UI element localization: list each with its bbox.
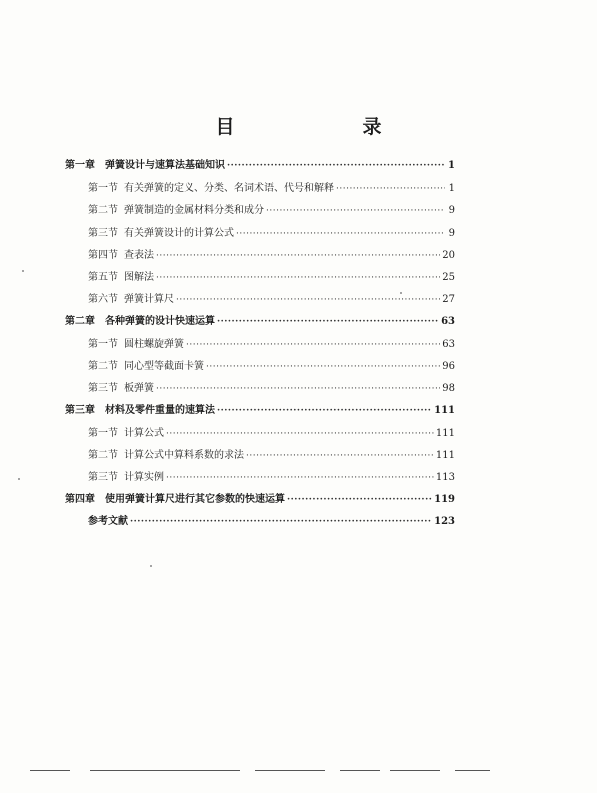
- entry-number: 第四章: [65, 494, 95, 505]
- entry-number: 第三章: [65, 405, 95, 416]
- entry-page: 111: [435, 428, 455, 439]
- toc-entry: [88, 379, 455, 393]
- dot-leader: [236, 229, 445, 239]
- entry-number: 第三节: [88, 472, 118, 483]
- entry-page: 63: [442, 339, 455, 350]
- toc-entry: [65, 490, 455, 504]
- scan-artifact: [340, 770, 380, 771]
- entry-title: 各种弹簧的设计快速运算: [105, 316, 215, 327]
- entry-number: 第二节: [88, 450, 118, 461]
- entry-number: 第四节: [88, 250, 118, 261]
- toc-entry: [88, 179, 455, 193]
- entry-title: 使用弹簧计算尺进行其它参数的快速运算: [105, 494, 285, 505]
- entry-number: 第三节: [88, 383, 118, 394]
- entry-number: 第二章: [65, 316, 95, 327]
- entry-title: 参考文献: [88, 516, 128, 527]
- toc-entry: [88, 468, 455, 482]
- entry-title: 弹簧计算尺: [124, 294, 174, 305]
- entry-page: 63: [441, 316, 455, 327]
- entry-page: 113: [435, 472, 455, 483]
- page-title: 目 录: [215, 116, 412, 138]
- toc-entry: [65, 401, 455, 415]
- toc-entry: [88, 201, 455, 215]
- toc-entry: [88, 446, 455, 460]
- dot-leader: [166, 473, 434, 483]
- toc-entry-references: [88, 512, 455, 526]
- entry-number: 第五节: [88, 272, 118, 283]
- entry-title: 计算实例: [124, 472, 164, 483]
- dot-leader: [287, 495, 432, 505]
- entry-title: 同心型等截面卡簧: [124, 361, 204, 372]
- dot-leader: [246, 451, 434, 461]
- entry-number: 第一节: [88, 339, 118, 350]
- entry-title: 有关弹簧设计的计算公式: [124, 228, 234, 239]
- scan-artifact: [390, 770, 440, 771]
- scan-speck: [400, 292, 402, 294]
- entry-page: 1: [448, 183, 455, 194]
- dot-leader: [176, 295, 440, 305]
- dot-leader: [336, 184, 445, 194]
- scan-speck: [18, 478, 20, 480]
- toc-entry: [88, 246, 455, 260]
- dot-leader: [227, 161, 445, 171]
- toc-entry: [88, 424, 455, 438]
- entry-title: 材料及零件重量的速算法: [105, 405, 215, 416]
- entry-page: 119: [434, 494, 455, 505]
- dot-leader: [217, 317, 439, 327]
- entry-page: 111: [434, 405, 455, 416]
- entry-number: 第一章: [65, 160, 95, 171]
- entry-title: 圆柱螺旋弹簧: [124, 339, 184, 350]
- entry-title: 查表法: [124, 250, 154, 261]
- entry-number: 第六节: [88, 294, 118, 305]
- dot-leader: [166, 429, 434, 439]
- entry-title: 有关弹簧的定义、分类、名词术语、代号和解释: [124, 183, 334, 194]
- entry-page: 98: [442, 383, 455, 394]
- dot-leader: [206, 362, 440, 372]
- toc-entry: [88, 224, 455, 238]
- scan-speck: [22, 270, 24, 272]
- dot-leader: [156, 384, 440, 394]
- entry-title: 弹簧设计与速算法基础知识: [105, 160, 225, 171]
- scan-artifact: [30, 770, 70, 771]
- entry-number: 第一节: [88, 428, 118, 439]
- entry-title: 计算公式中算料系数的求法: [124, 450, 244, 461]
- dot-leader: [130, 517, 432, 527]
- entry-number: 第二节: [88, 361, 118, 372]
- dot-leader: [186, 340, 440, 350]
- entry-page: 111: [435, 450, 455, 461]
- entry-page: 1: [448, 160, 455, 171]
- dot-leader: [217, 406, 432, 416]
- entry-title: 弹簧制造的金属材料分类和成分: [124, 205, 264, 216]
- entry-page: 25: [442, 272, 455, 283]
- scan-artifact: [455, 770, 490, 771]
- entry-page: 27: [442, 294, 455, 305]
- toc-entry: [65, 156, 455, 170]
- dot-leader: [266, 206, 445, 216]
- toc-entry: [65, 312, 455, 326]
- entry-page: 123: [434, 516, 455, 527]
- entry-page: 20: [442, 250, 455, 261]
- scan-artifact: [255, 770, 325, 771]
- scan-artifact: [90, 770, 240, 771]
- entry-page: 96: [442, 361, 455, 372]
- entry-title: 图解法: [124, 272, 154, 283]
- entry-page: 9: [448, 228, 455, 239]
- entry-number: 第一节: [88, 183, 118, 194]
- entry-page: 9: [448, 205, 455, 216]
- dot-leader: [156, 273, 440, 283]
- toc-entry: [88, 268, 455, 282]
- entry-title: 计算公式: [124, 428, 164, 439]
- toc-entry: [88, 357, 455, 371]
- scan-speck: [150, 565, 152, 567]
- entry-title: 板弹簧: [124, 383, 154, 394]
- entry-number: 第三节: [88, 228, 118, 239]
- dot-leader: [156, 251, 440, 261]
- toc-entry: [88, 335, 455, 349]
- entry-number: 第二节: [88, 205, 118, 216]
